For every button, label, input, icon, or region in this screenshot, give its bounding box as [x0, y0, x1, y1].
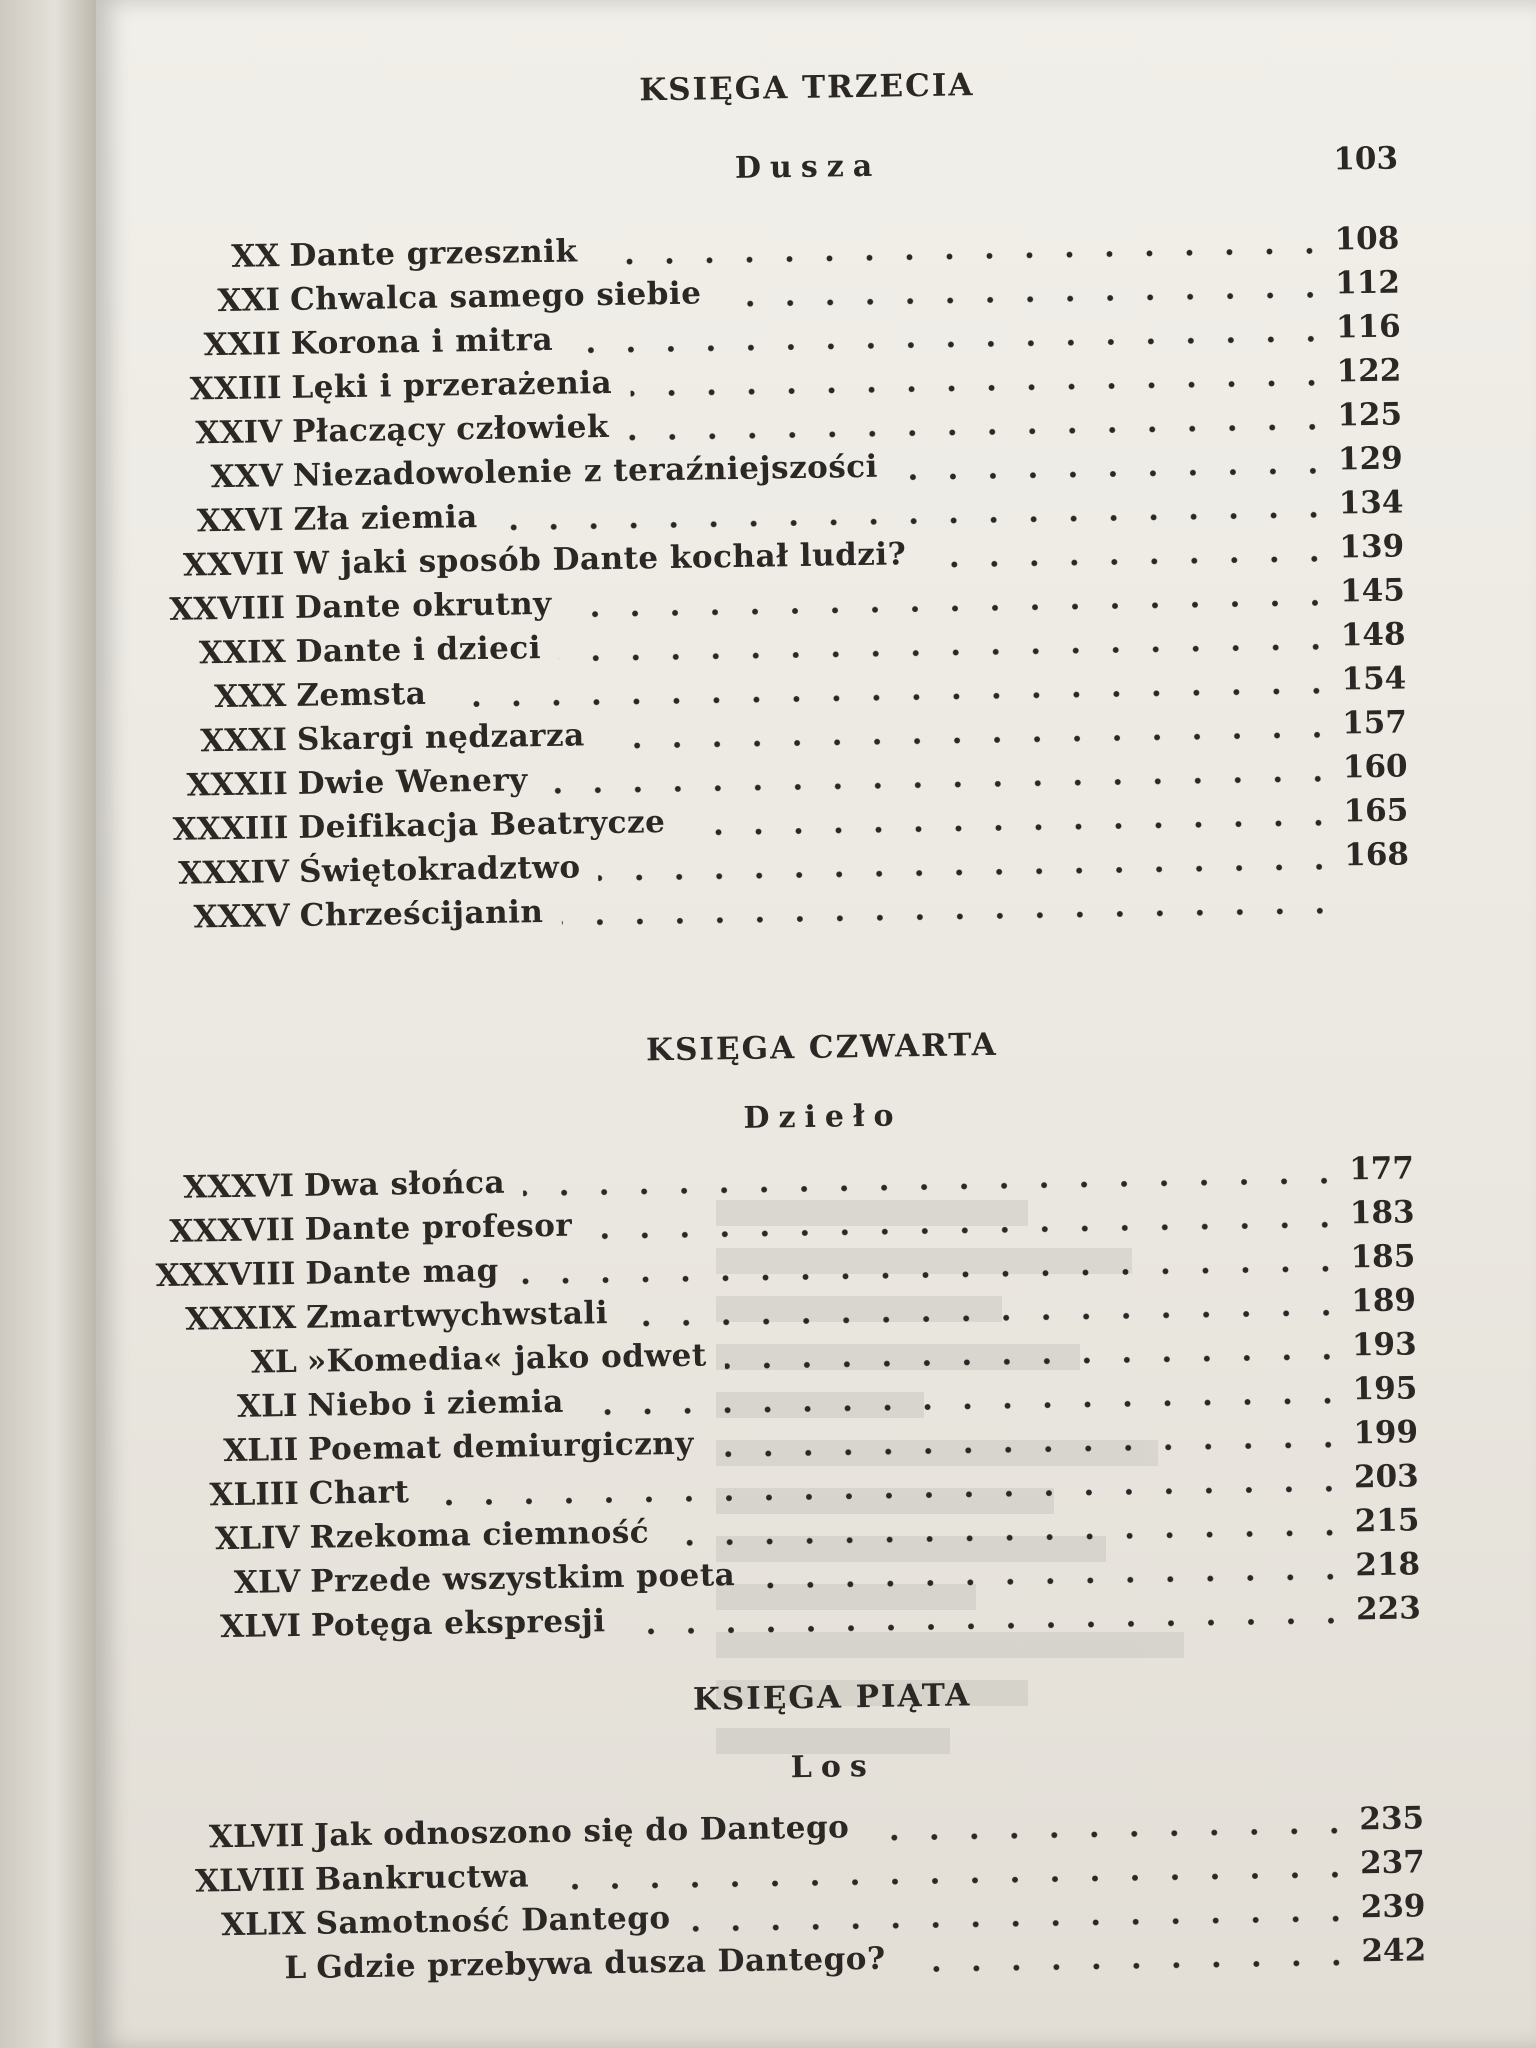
dot-leader — [559, 644, 1336, 662]
chapter-title: Przede wszystkim poeta — [309, 1557, 736, 1600]
page-number: 183 — [1349, 1194, 1415, 1232]
chapter-title: Zmartwychwstali — [305, 1295, 609, 1336]
chapter-numeral: XLVIII — [194, 1861, 306, 1900]
dot-leader — [427, 1485, 1349, 1505]
chapter-title: Dwa słońca — [303, 1164, 506, 1204]
chapter-title: Chart — [308, 1474, 410, 1512]
dot-leader — [598, 864, 1339, 882]
table-of-contents — [155, 20, 1456, 1987]
chapter-title: W jaki sposób Dante kochał ludzi? — [293, 536, 907, 582]
chapter-numeral: XXV — [210, 458, 284, 496]
page-number: 160 — [1342, 748, 1408, 786]
dot-leader — [924, 556, 1334, 568]
chapter-numeral: XLIV — [214, 1519, 300, 1558]
dot-leader — [624, 1617, 1351, 1634]
page-number: 215 — [1354, 1502, 1420, 1540]
chapter-title: Chrześcijanin — [299, 894, 544, 934]
page-number: 239 — [1360, 1888, 1426, 1926]
chapter-title: Rzekoma ciemność — [309, 1514, 650, 1556]
dot-leader — [626, 1309, 1346, 1326]
page-number: 122 — [1336, 352, 1402, 390]
chapter-numeral: XL — [250, 1343, 298, 1381]
dot-leader — [896, 468, 1333, 481]
dot-leader — [582, 1397, 1348, 1415]
chapter-title: Skargi nędzarza — [296, 717, 585, 758]
dot-leader — [591, 1221, 1345, 1239]
chapter-title: Samotność Dantego — [315, 1900, 671, 1942]
dot-leader — [631, 380, 1332, 397]
dot-leader — [689, 1915, 1356, 1931]
chapter-numeral: XXXVIII — [155, 1255, 296, 1295]
dot-leader — [719, 292, 1330, 308]
page-number: 145 — [1339, 572, 1406, 610]
chapter-numeral: XXIV — [195, 414, 283, 452]
dot-leader — [516, 1265, 1345, 1284]
page-number: 185 — [1350, 1238, 1416, 1276]
dot-leader — [595, 248, 1329, 266]
page-number: 148 — [1340, 616, 1406, 654]
dot-leader — [683, 820, 1338, 836]
part-heading: Dusza — [734, 148, 882, 186]
dot-leader — [547, 1871, 1355, 1890]
chapter-title: Zemsta — [296, 675, 427, 714]
dot-leader — [753, 1573, 1350, 1588]
chapter-numeral: XXIX — [198, 634, 286, 672]
chapter-title: Dante i dzieci — [295, 630, 542, 670]
page-number: 154 — [1341, 660, 1407, 698]
chapter-title: Poemat demiurgiczny — [307, 1425, 695, 1468]
page-number: 125 — [1337, 396, 1403, 434]
page-number: 203 — [1353, 1458, 1419, 1496]
page-number: 134 — [1338, 484, 1404, 522]
page-number: 165 — [1343, 792, 1409, 830]
chapter-title: Dwie Wenery — [297, 762, 528, 802]
chapter-numeral: XXXIV — [178, 854, 290, 892]
chapter-title: Deifikacja Beatrycze — [298, 804, 666, 846]
part-page-number: 103 — [1333, 140, 1399, 178]
chapter-numeral: XLIII — [209, 1475, 300, 1514]
part-heading: Los — [790, 1748, 876, 1786]
chapter-numeral: XXXVII — [169, 1211, 295, 1250]
part-heading: Dzieło — [743, 1098, 903, 1136]
facing-page-edge — [0, 0, 100, 2048]
page-number: 223 — [1355, 1590, 1422, 1628]
page-number: 189 — [1350, 1282, 1417, 1320]
chapter-numeral: XXVI — [196, 502, 284, 540]
chapter-title: Dante mag — [305, 1252, 500, 1292]
dot-leader — [668, 1529, 1350, 1546]
page-number: 157 — [1341, 704, 1408, 742]
chapter-title: Niezadowolenie z teraźniejszości — [292, 448, 879, 494]
dot-leader — [523, 1177, 1344, 1196]
chapter-numeral: XXXI — [200, 722, 288, 760]
chapter-title: Dante profesor — [304, 1207, 573, 1248]
chapter-numeral: XLVI — [219, 1607, 302, 1646]
dot-leader — [712, 1441, 1348, 1457]
dot-leader — [562, 908, 1340, 926]
chapter-numeral: XXXV — [193, 898, 291, 936]
page-number: 168 — [1343, 836, 1410, 874]
part-row — [158, 140, 1458, 202]
chapter-numeral: XLV — [233, 1563, 301, 1601]
dot-leader — [571, 336, 1331, 354]
chapter-title: Potęga ekspresji — [310, 1603, 606, 1644]
book-page — [96, 0, 1536, 2048]
book-heading: KSIĘGA CZWARTA — [645, 1026, 998, 1069]
page-number: 108 — [1334, 220, 1400, 258]
page-number: 139 — [1339, 528, 1405, 566]
chapter-numeral: XXVIII — [168, 590, 286, 628]
chapter-numeral: XLVII — [208, 1817, 305, 1856]
chapter-title: Niebo i ziemia — [307, 1383, 565, 1424]
chapter-title: Płaczący człowiek — [291, 408, 610, 450]
page-number: 129 — [1337, 440, 1404, 478]
page-number: 177 — [1348, 1150, 1415, 1188]
chapter-numeral: XXIII — [189, 370, 282, 408]
chapter-numeral: XXXII — [186, 766, 288, 804]
page-number: 116 — [1335, 308, 1401, 346]
chapter-numeral: XXXIII — [172, 810, 289, 848]
dot-leader — [444, 688, 1336, 708]
chapter-title: Bankructwa — [314, 1858, 530, 1898]
chapter-numeral: XLII — [223, 1431, 299, 1470]
dot-leader — [603, 732, 1337, 750]
page-number: 235 — [1359, 1800, 1425, 1838]
chapter-title: Korona i mitra — [290, 321, 554, 362]
dot-leader — [867, 1827, 1354, 1841]
chapter-numeral: XXXIX — [185, 1299, 297, 1338]
chapter-numeral: XLIX — [220, 1905, 306, 1944]
page-number: 242 — [1361, 1932, 1427, 1970]
chapter-title: Dante grzesznik — [289, 233, 578, 274]
chapter-title: Świętokradztwo — [298, 849, 581, 890]
chapter-numeral: XXXVI — [183, 1167, 295, 1206]
chapter-title: Gdzie przebywa dusza Dantego? — [316, 1940, 886, 1986]
dot-leader — [496, 512, 1334, 531]
chapter-numeral: XXII — [203, 326, 282, 364]
page-number: 195 — [1352, 1370, 1418, 1408]
page-number: 199 — [1353, 1414, 1419, 1452]
chapter-numeral: XX — [231, 238, 280, 275]
chapter-numeral: XXX — [213, 678, 287, 716]
dot-leader — [570, 600, 1335, 618]
dot-leader — [903, 1959, 1356, 1972]
chapter-title: Zła ziemia — [293, 499, 479, 538]
chapter-title: Dante okrutny — [294, 585, 552, 626]
chapter-numeral: XLI — [236, 1387, 298, 1425]
page-number: 112 — [1334, 264, 1401, 302]
book-heading: KSIĘGA PIĄTA — [692, 1677, 972, 1718]
chapter-title: Jak odnoszono się do Dantego — [313, 1809, 850, 1854]
dot-leader — [627, 424, 1332, 441]
chapter-numeral: XXVII — [182, 546, 285, 584]
dot-leader — [725, 1353, 1347, 1369]
chapter-numeral: L — [284, 1949, 307, 1987]
chapter-title: Chwalca samego siebie — [289, 275, 702, 318]
page-number: 193 — [1351, 1326, 1417, 1364]
dot-leader — [546, 776, 1338, 794]
page-number: 218 — [1355, 1546, 1421, 1584]
chapter-title: »Komedia« jako odwet — [306, 1337, 707, 1380]
book-heading: KSIĘGA TRZECIA — [639, 67, 975, 109]
chapter-title: Lęki i przerażenia — [291, 364, 613, 406]
chapter-numeral: XXI — [217, 282, 281, 320]
page-number: 237 — [1359, 1844, 1426, 1882]
